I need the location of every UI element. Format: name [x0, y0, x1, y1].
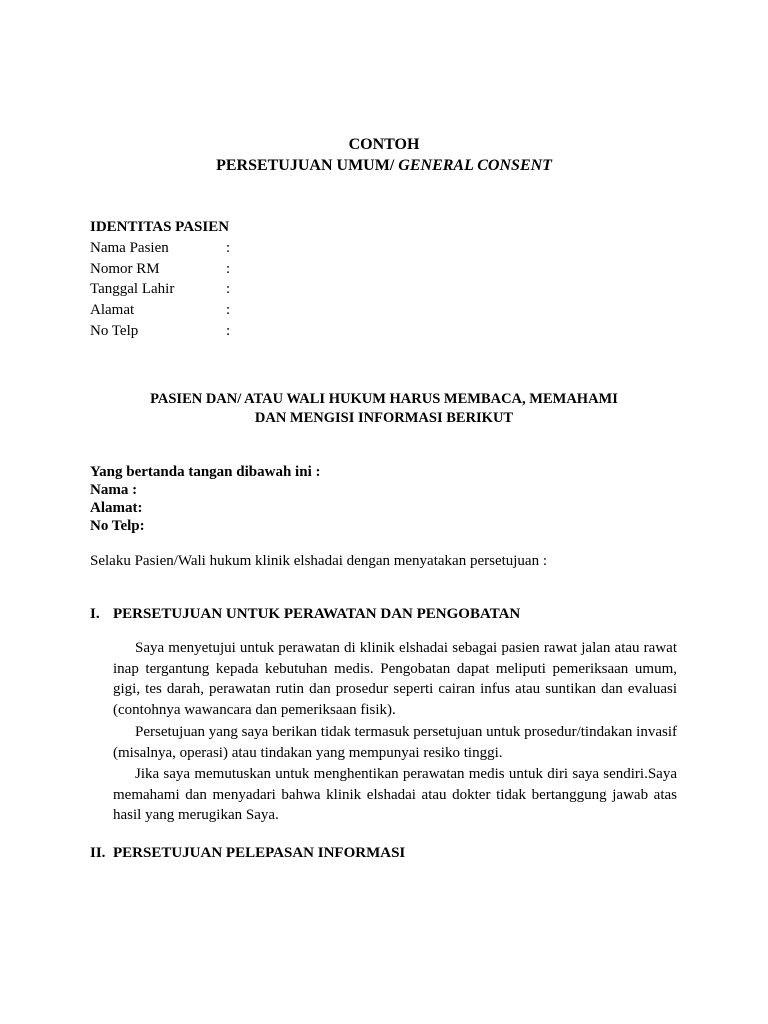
- notice-line2: DAN MENGISI INFORMASI BERIKUT: [254, 410, 514, 426]
- field-sep: :: [226, 323, 231, 339]
- paragraph-text: Saya menyetujui untuk perawatan di klinik elshadai sebagai pasien rawat jalan atau rawat inap tergantung kepada kebutuhan medis. Pengobatan dapat meliputi pemeriksaan umum, gigi, tes darah, perawatan rutin dan prosedur seperti cairan infus atau suntikan dan evaluasi (contohnya wawancara dan pemeriksaan fisik).: [113, 640, 677, 718]
- document-title-line2: [0, 157, 768, 175]
- field-label-nama-pasien: Nama Pasien: [90, 240, 169, 256]
- field-label-alamat: Alamat: [90, 302, 135, 318]
- section-paragraph: [113, 722, 677, 763]
- signer-phone-label: No Telp:: [90, 518, 145, 534]
- title-italic: GENERAL CONSENT: [398, 157, 552, 174]
- section-number: I.: [90, 606, 100, 622]
- signer-address-label: Alamat:: [90, 500, 143, 516]
- field-sep: :: [226, 261, 231, 277]
- title-prefix: PERSETUJUAN UMUM/: [216, 157, 399, 174]
- section-paragraph: [113, 764, 677, 826]
- document-title-line1: CONTOH: [348, 136, 420, 153]
- notice-line1: PASIEN DAN/ ATAU WALI HUKUM HARUS MEMBACA, MEMAHAMI: [150, 391, 618, 407]
- field-sep: :: [226, 302, 231, 318]
- section-title-information-release: PERSETUJUAN PELEPASAN INFORMASI: [113, 845, 406, 861]
- field-label-nomor-rm: Nomor RM: [90, 261, 160, 277]
- field-label-no-telp: No Telp: [90, 323, 139, 339]
- field-label-tanggal-lahir: Tanggal Lahir: [90, 281, 175, 297]
- patient-identity-heading: IDENTITAS PASIEN: [90, 219, 230, 235]
- paragraph-text: Persetujuan yang saya berikan tidak termasuk persetujuan untuk prosedur/tindakan invasif (misalnya, operasi) atau tindakan yang mempunyai resiko tinggi.: [113, 724, 677, 761]
- signer-name-label: Nama :: [90, 482, 138, 498]
- consent-statement: Selaku Pasien/Wali hukum klinik elshadai dengan menyatakan persetujuan :: [90, 553, 548, 569]
- signer-intro: Yang bertanda tangan dibawah ini :: [90, 464, 321, 480]
- paragraph-text: Jika saya memutuskan untuk menghentikan perawatan medis untuk diri saya sendiri.Saya memahami dan menyadari bahwa klinik elshadai atau dokter tidak bertanggung jawab atas hasil yang merugikan Saya.: [113, 766, 677, 824]
- section-paragraph: [113, 638, 677, 720]
- section-number: II.: [90, 845, 106, 861]
- field-sep: :: [226, 281, 231, 297]
- field-sep: :: [226, 240, 231, 256]
- section-title-treatment: PERSETUJUAN UNTUK PERAWATAN DAN PENGOBATAN: [113, 606, 521, 622]
